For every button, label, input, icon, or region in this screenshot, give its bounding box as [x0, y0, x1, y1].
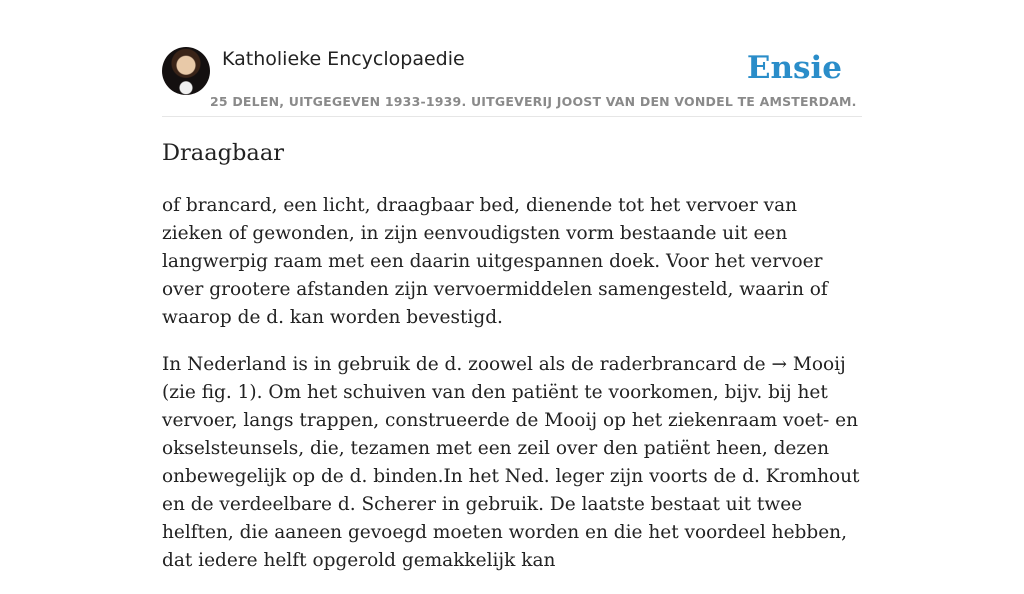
- entry-content: [162, 192, 862, 594]
- mooij-link[interactable]: → Mooij: [771, 354, 846, 375]
- source-avatar[interactable]: [162, 47, 210, 95]
- source-title[interactable]: Katholieke Encyclopaedie: [222, 48, 465, 70]
- source-subtitle: 25 DELEN, UITGEGEVEN 1933-1939. UITGEVERIJ JOOST VAN DEN VONDEL TE AMSTERDAM.: [210, 94, 857, 109]
- paragraph-2: [162, 351, 862, 575]
- header: [162, 44, 862, 117]
- paragraph-2-text-before: In Nederland is in gebruik de d. zoowel als de raderbrancard de: [162, 354, 772, 375]
- ensie-logo[interactable]: Ensie: [746, 50, 842, 86]
- paragraph-1: of brancard, een licht, draagbaar bed, dienende tot het vervoer van zieken of gewonden, in zijn eenvoudigsten vorm bestaande uit een langwerpig raam met een daarin uitgespannen doek. Voor het vervoer over grootere afstanden zijn vervoermiddelen samengesteld, waarin of waarop de d. kan worden bevestigd.: [162, 195, 828, 328]
- paragraph-2-text-after: (zie fig. 1). Om het schuiven van den patiënt te voorkomen, bijv. bij het vervoer, langs trappen, construeerde de Mooij op het ziekenraam voet- en okselsteunsels, die, tezamen met een zeil over den patiënt heen, dezen onbewegelijk op de d. binden.In het Ned. leger zijn voorts de d. Kromhout en de verdeelbare d. Scherer in gebruik. De laatste bestaat uit twee helften, die aaneen gevoegd moeten worden en die het voordeel hebben, dat iedere helft opgerold gemakkelijk kan: [162, 382, 860, 571]
- entry-title: Draagbaar: [162, 140, 285, 166]
